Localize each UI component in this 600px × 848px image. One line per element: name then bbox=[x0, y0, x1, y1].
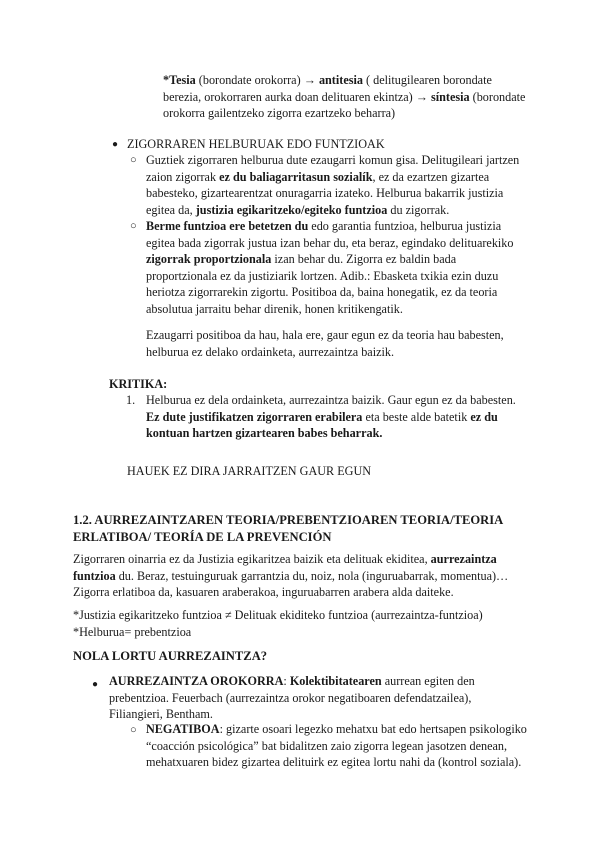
sintesia-term: síntesia bbox=[431, 89, 470, 104]
negatiboa-item: NEGATIBOA: gizarte osoari legezko mehatxu bat edo hertsapen psikologiko “coacción psicológica” bat bidalitzen zaio zigorra legean jasotzen denean, mehatxuaren bidez gizartea delituirk ez egitea lortu nahi da (kontrol soziala). bbox=[146, 722, 527, 769]
antitesia-term: antitesia bbox=[318, 73, 363, 87]
bullet-dot-icon: ● bbox=[92, 679, 99, 690]
circle-bullet-icon: ○ bbox=[130, 220, 137, 232]
section-1-2-note-1: *Justizia egikaritzeko funtzioa ≠ Delituak ekiditeko funtzioa (aurrezaintza-funtzioa) bbox=[73, 608, 483, 622]
helburuak-heading: ZIGORRAREN HELBURUAK EDO FUNTZIOAK bbox=[127, 137, 385, 151]
section-1-2-para1: Zigorraren oinarria ez da Justizia egikaritzea baizik eta delituak ekiditea, aurrezaintza funtzioa du. Beraz, testuinguruak garrantzia du, noiz, nola (inguruabarrak, momentua)… Zigorra erlatiboa da, kasuaren araberakoa, inguruabarren arabera alda daiteke. bbox=[73, 552, 509, 599]
helburuak-item-2: Berme funtzioa ere betetzen du edo garantia funtzioa, helburua justizia egitea bada zigorrak justua izan behar du, eta beraz, egindako delituarekiko zigorrak proportzionala izan behar du. Zigorra ez baldin bada proportzionala ez da justiziarik lortzen. Adib.: Ebasketa txikia ezin duzu heriotza zigorrarekin zigortu. Positiboa da, baina honegatik, ez da teoria absolutua jarraitu behar direnik, honen kritikengatik. bbox=[146, 219, 514, 316]
tesia-term: *Tesia bbox=[163, 73, 196, 87]
circle-bullet-icon: ○ bbox=[130, 724, 137, 736]
bullet-dot-icon: ● bbox=[112, 139, 119, 150]
kritika-item-number: 1. bbox=[126, 393, 136, 407]
hauek-note: HAUEK EZ DIRA JARRAITZEN GAUR EGUN bbox=[127, 464, 372, 478]
kritika-item-1: Helburua ez dela ordainketa, aurrezaintza baizik. Gaur egun ez da babesten. Ez dute justifikatzen zigorraren erabilera eta beste alde batetik ez du kontuan hartzen gizartearen babes beharrak. bbox=[146, 393, 516, 440]
kritika-heading: KRITIKA: bbox=[109, 377, 168, 391]
nola-heading: NOLA LORTU AURREZAINTZA? bbox=[73, 649, 268, 663]
helburuak-item-1: Guztiek zigorraren helburua dute ezaugarri komun gisa. Delitugileari jartzen zaion zigorrak ez du baliagarritasun sozialík, ez da ezartzen gizartea babesteko, gizartearentzat onuragarria izateko. Helburua bakarrik justizia egitea da, justizia egikaritzeko/egiteko funtzioa du zigorrak. bbox=[146, 153, 520, 217]
section-1-2-note-2: *Helburua= prebentzioa bbox=[73, 625, 192, 639]
helburuak-item-2-para2: Ezaugarri positiboa da hau, hala ere, gaur egun ez da teoria hau babesten, helburua ez delako ordainketa, aurrezaintza baizik. bbox=[146, 328, 504, 359]
circle-bullet-icon: ○ bbox=[130, 154, 137, 166]
section-1-2-title: 1.2. AURREZAINTZAREN TEORIA/PREBENTZIOAREN TEORIA/TEORIA ERLATIBOA/ TEORÍA DE LA PREVENCIÓN bbox=[73, 513, 503, 544]
aurrezaintza-orokorra-item: AURREZAINTZA OROKORRA: Kolektibitatearen aurrean egiten den prebentzioa. Feuerbach (aurrezaintza orokor negatiboaren defendatzailea), Filiangieri, Bentham. bbox=[109, 674, 475, 721]
tesia-paragraph: *Tesia (borondate orokorra) → antitesia ( delitugilearen borondate berezia, orokorraren aurka doan delituaren ekintza) → síntesia (borondate orokorra gailentzeko zigorra ezartzeko beharra) bbox=[163, 73, 526, 120]
